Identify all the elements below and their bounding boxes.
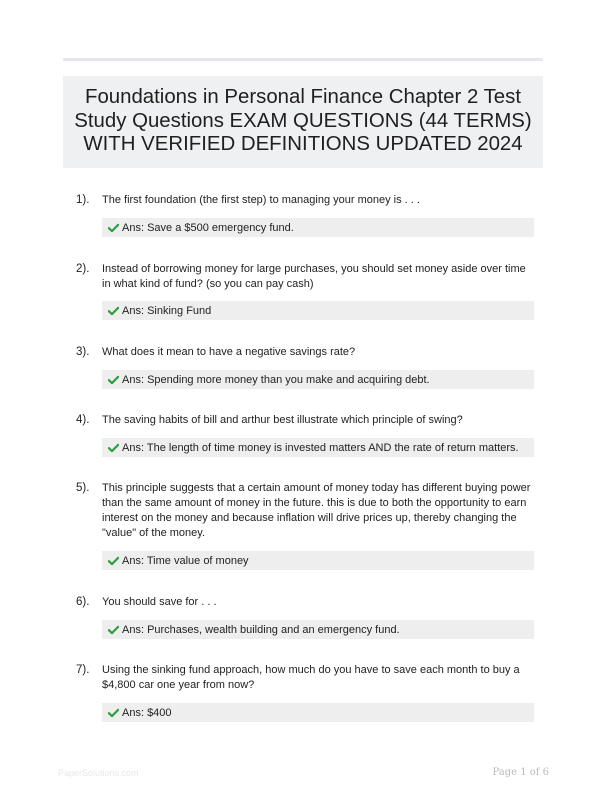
footer-site: PaperSolutions.com (58, 768, 139, 778)
answer-text: Ans: Purchases, wealth building and an emergency fund. (122, 623, 400, 636)
answer-text: Ans: Spending more money than you make and acquiring debt. (122, 373, 430, 386)
question-number: 6). (76, 596, 90, 608)
question-text: The first foundation (the first step) to managing your money is . . . (102, 194, 420, 206)
question-number: 3). (76, 346, 90, 358)
check-icon (108, 556, 119, 566)
answer-box (102, 703, 534, 722)
question-text: Instead of borrowing money for large purchases, you should set money aside over time in what kind of fund? (so you can pay cash) (102, 263, 526, 290)
check-icon (108, 375, 119, 385)
answer-box (102, 551, 534, 570)
page-number: Page 1 of 6 (492, 767, 549, 778)
top-divider (63, 58, 543, 61)
answer-box (102, 218, 534, 237)
answer-box (102, 620, 534, 639)
question-number: 1). (76, 194, 90, 206)
check-icon (108, 306, 119, 316)
question-text: What does it mean to have a negative savings rate? (102, 346, 356, 358)
question-text: You should save for . . . (102, 596, 217, 608)
question-number: 5). (76, 482, 90, 494)
answer-box (102, 370, 534, 389)
question-text: This principle suggests that a certain amount of money today has different buying power than the same amount of money in the future. this is due to both the opportunity to earn interest on the money and because inflation will drive prices up, thereby changing the "value" of the money. (102, 482, 531, 539)
check-icon (108, 223, 119, 233)
answer-text: Ans: Time value of money (122, 554, 249, 567)
question-number: 2). (76, 263, 90, 275)
check-icon (108, 708, 119, 718)
answer-text: Ans: $400 (122, 706, 172, 719)
title-box (63, 76, 543, 168)
answer-text: Ans: The length of time money is invested matters AND the rate of return matters. (122, 441, 519, 454)
question-number: 4). (76, 414, 90, 426)
answer-text: Ans: Save a $500 emergency fund. (122, 221, 294, 234)
check-icon (108, 443, 119, 453)
question-number: 7). (76, 664, 90, 676)
answer-box (102, 438, 534, 457)
question-text: Using the sinking fund approach, how much do you have to save each month to buy a $4,800 car one year from now? (102, 664, 520, 691)
answer-box (102, 301, 534, 320)
answer-text: Ans: Sinking Fund (122, 304, 212, 317)
check-icon (108, 625, 119, 635)
question-text: The saving habits of bill and arthur best illustrate which principle of swing? (102, 414, 463, 426)
page-title: Foundations in Personal Finance Chapter 2 Test Study Questions EXAM QUESTIONS (44 TERMS) WITH VERIFIED DEFINITIONS UPDATED 2024 (74, 86, 532, 155)
